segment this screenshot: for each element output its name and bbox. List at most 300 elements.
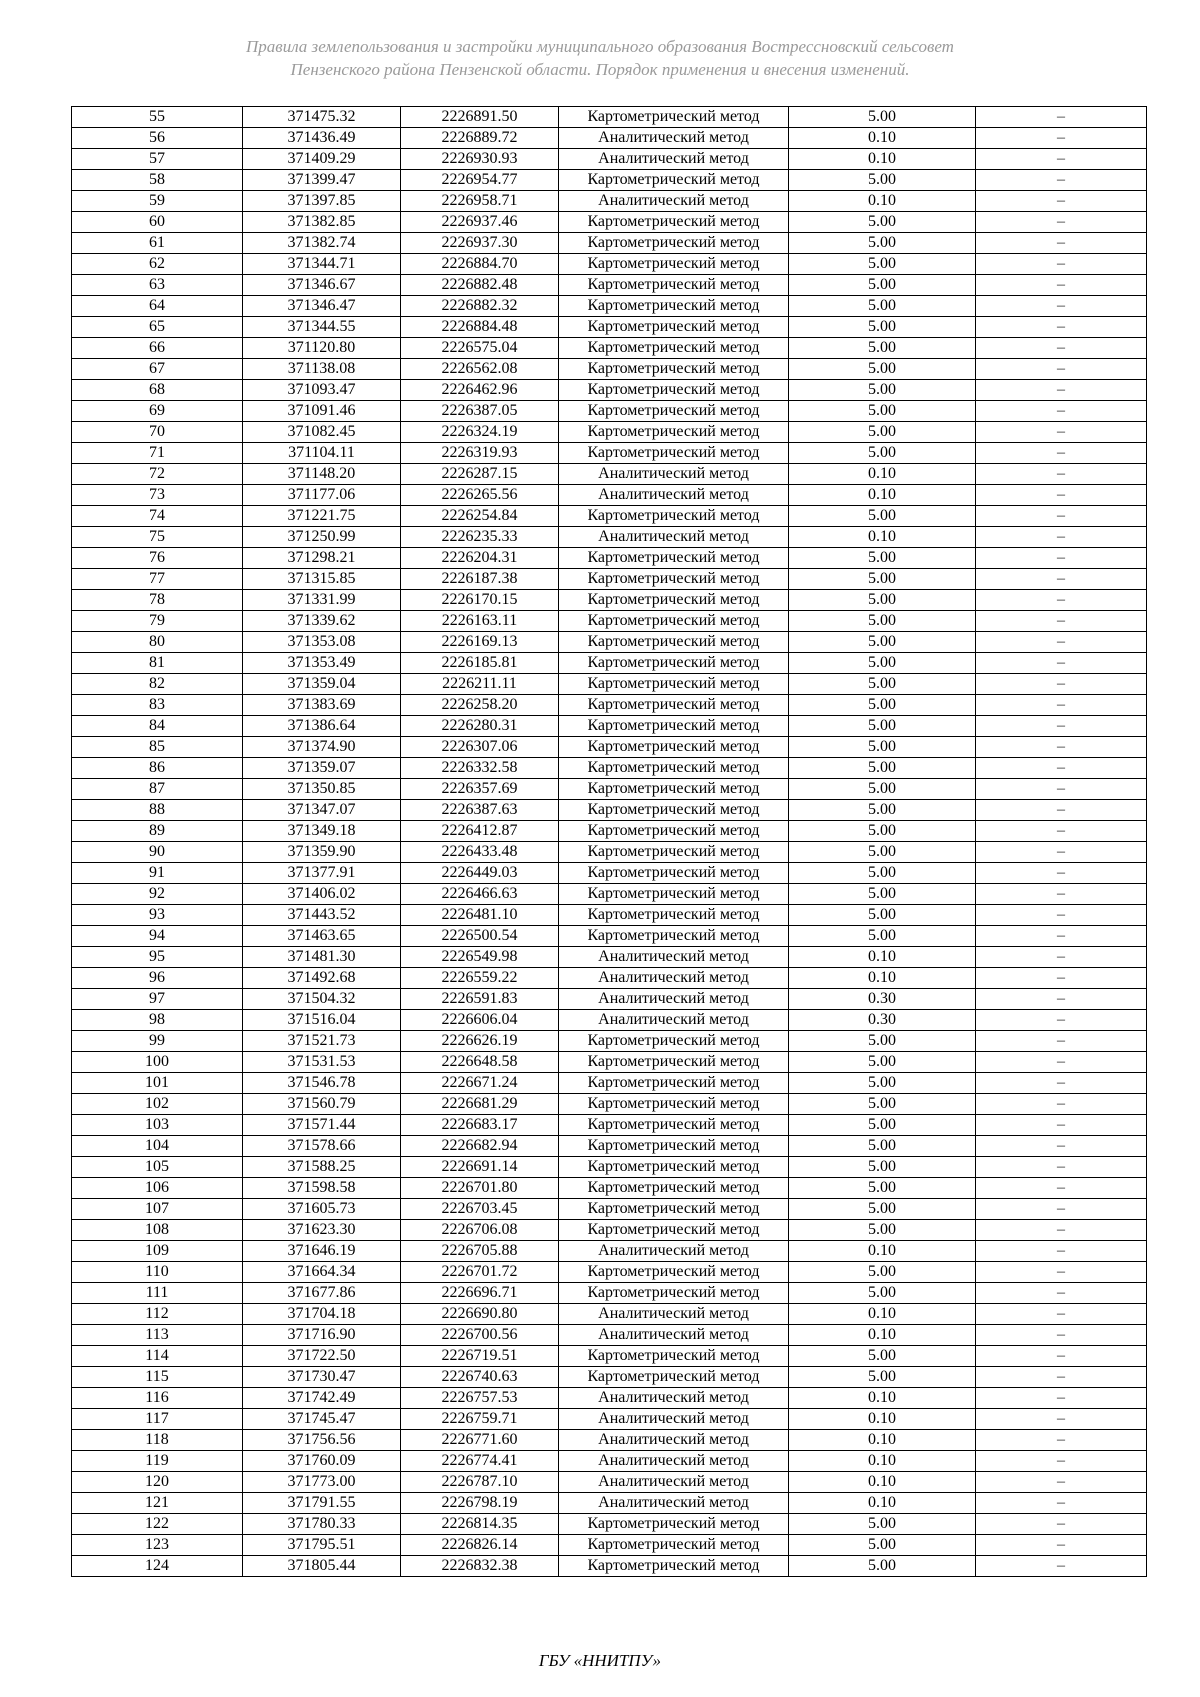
table-row xyxy=(72,1409,1147,1430)
description-cell: – xyxy=(976,191,1147,212)
point-number-cell: 61 xyxy=(72,233,243,254)
x-coordinate-cell: 371331.99 xyxy=(243,590,401,611)
table-row xyxy=(72,191,1147,212)
point-number-cell: 71 xyxy=(72,443,243,464)
description-cell: – xyxy=(976,1178,1147,1199)
point-number-cell: 124 xyxy=(72,1556,243,1577)
description-cell: – xyxy=(976,1325,1147,1346)
accuracy-cell: 5.00 xyxy=(789,695,976,716)
description-cell: – xyxy=(976,1430,1147,1451)
method-cell: Картометрический метод xyxy=(559,170,789,191)
point-number-cell: 112 xyxy=(72,1304,243,1325)
table-row xyxy=(72,632,1147,653)
point-number-cell: 103 xyxy=(72,1115,243,1136)
description-cell: – xyxy=(976,275,1147,296)
accuracy-cell: 5.00 xyxy=(789,233,976,254)
x-coordinate-cell: 371409.29 xyxy=(243,149,401,170)
method-cell: Картометрический метод xyxy=(559,674,789,695)
point-number-cell: 82 xyxy=(72,674,243,695)
point-number-cell: 111 xyxy=(72,1283,243,1304)
description-cell: – xyxy=(976,1388,1147,1409)
coordinates-table-body xyxy=(72,107,1147,1577)
y-coordinate-cell: 2226449.03 xyxy=(401,863,559,884)
description-cell: – xyxy=(976,905,1147,926)
description-cell: – xyxy=(976,296,1147,317)
method-cell: Картометрический метод xyxy=(559,611,789,632)
point-number-cell: 64 xyxy=(72,296,243,317)
y-coordinate-cell: 2226412.87 xyxy=(401,821,559,842)
point-number-cell: 84 xyxy=(72,716,243,737)
point-number-cell: 66 xyxy=(72,338,243,359)
table-row xyxy=(72,296,1147,317)
table-row xyxy=(72,1052,1147,1073)
x-coordinate-cell: 371359.07 xyxy=(243,758,401,779)
x-coordinate-cell: 371504.32 xyxy=(243,989,401,1010)
point-number-cell: 57 xyxy=(72,149,243,170)
point-number-cell: 119 xyxy=(72,1451,243,1472)
description-cell: – xyxy=(976,548,1147,569)
method-cell: Картометрический метод xyxy=(559,1535,789,1556)
x-coordinate-cell: 371795.51 xyxy=(243,1535,401,1556)
y-coordinate-cell: 2226706.08 xyxy=(401,1220,559,1241)
accuracy-cell: 5.00 xyxy=(789,1052,976,1073)
y-coordinate-cell: 2226626.19 xyxy=(401,1031,559,1052)
accuracy-cell: 0.10 xyxy=(789,1304,976,1325)
point-number-cell: 117 xyxy=(72,1409,243,1430)
accuracy-cell: 5.00 xyxy=(789,338,976,359)
x-coordinate-cell: 371346.67 xyxy=(243,275,401,296)
y-coordinate-cell: 2226387.05 xyxy=(401,401,559,422)
y-coordinate-cell: 2226683.17 xyxy=(401,1115,559,1136)
table-row xyxy=(72,212,1147,233)
accuracy-cell: 5.00 xyxy=(789,359,976,380)
y-coordinate-cell: 2226740.63 xyxy=(401,1367,559,1388)
accuracy-cell: 5.00 xyxy=(789,1157,976,1178)
method-cell: Аналитический метод xyxy=(559,527,789,548)
accuracy-cell: 5.00 xyxy=(789,821,976,842)
description-cell: – xyxy=(976,968,1147,989)
y-coordinate-cell: 2226211.11 xyxy=(401,674,559,695)
table-row xyxy=(72,1472,1147,1493)
method-cell: Картометрический метод xyxy=(559,1346,789,1367)
table-row xyxy=(72,1073,1147,1094)
method-cell: Аналитический метод xyxy=(559,1388,789,1409)
x-coordinate-cell: 371546.78 xyxy=(243,1073,401,1094)
y-coordinate-cell: 2226466.63 xyxy=(401,884,559,905)
point-number-cell: 65 xyxy=(72,317,243,338)
y-coordinate-cell: 2226280.31 xyxy=(401,716,559,737)
method-cell: Аналитический метод xyxy=(559,128,789,149)
accuracy-cell: 0.10 xyxy=(789,1451,976,1472)
accuracy-cell: 5.00 xyxy=(789,1199,976,1220)
method-cell: Аналитический метод xyxy=(559,191,789,212)
table-row xyxy=(72,401,1147,422)
point-number-cell: 110 xyxy=(72,1262,243,1283)
table-row xyxy=(72,1115,1147,1136)
y-coordinate-cell: 2226287.15 xyxy=(401,464,559,485)
description-cell: – xyxy=(976,1493,1147,1514)
method-cell: Картометрический метод xyxy=(559,296,789,317)
description-cell: – xyxy=(976,1304,1147,1325)
x-coordinate-cell: 371315.85 xyxy=(243,569,401,590)
method-cell: Картометрический метод xyxy=(559,716,789,737)
x-coordinate-cell: 371377.91 xyxy=(243,863,401,884)
description-cell: – xyxy=(976,1283,1147,1304)
description-cell: – xyxy=(976,1220,1147,1241)
table-row xyxy=(72,527,1147,548)
x-coordinate-cell: 371475.32 xyxy=(243,107,401,128)
table-row xyxy=(72,926,1147,947)
point-number-cell: 73 xyxy=(72,485,243,506)
accuracy-cell: 0.10 xyxy=(789,1241,976,1262)
y-coordinate-cell: 2226884.70 xyxy=(401,254,559,275)
x-coordinate-cell: 371104.11 xyxy=(243,443,401,464)
accuracy-cell: 5.00 xyxy=(789,317,976,338)
point-number-cell: 83 xyxy=(72,695,243,716)
description-cell: – xyxy=(976,1052,1147,1073)
description-cell: – xyxy=(976,611,1147,632)
description-cell: – xyxy=(976,1115,1147,1136)
accuracy-cell: 0.10 xyxy=(789,1472,976,1493)
method-cell: Аналитический метод xyxy=(559,947,789,968)
accuracy-cell: 5.00 xyxy=(789,590,976,611)
y-coordinate-cell: 2226832.38 xyxy=(401,1556,559,1577)
x-coordinate-cell: 371120.80 xyxy=(243,338,401,359)
point-number-cell: 67 xyxy=(72,359,243,380)
x-coordinate-cell: 371745.47 xyxy=(243,1409,401,1430)
point-number-cell: 108 xyxy=(72,1220,243,1241)
method-cell: Аналитический метод xyxy=(559,1451,789,1472)
point-number-cell: 122 xyxy=(72,1514,243,1535)
x-coordinate-cell: 371730.47 xyxy=(243,1367,401,1388)
table-row xyxy=(72,1157,1147,1178)
method-cell: Картометрический метод xyxy=(559,1157,789,1178)
y-coordinate-cell: 2226265.56 xyxy=(401,485,559,506)
y-coordinate-cell: 2226691.14 xyxy=(401,1157,559,1178)
method-cell: Картометрический метод xyxy=(559,1052,789,1073)
table-row xyxy=(72,1199,1147,1220)
table-row xyxy=(72,758,1147,779)
point-number-cell: 102 xyxy=(72,1094,243,1115)
table-row xyxy=(72,653,1147,674)
point-number-cell: 68 xyxy=(72,380,243,401)
method-cell: Картометрический метод xyxy=(559,1115,789,1136)
accuracy-cell: 5.00 xyxy=(789,275,976,296)
accuracy-cell: 5.00 xyxy=(789,296,976,317)
point-number-cell: 76 xyxy=(72,548,243,569)
description-cell: – xyxy=(976,170,1147,191)
method-cell: Картометрический метод xyxy=(559,401,789,422)
description-cell: – xyxy=(976,674,1147,695)
y-coordinate-cell: 2226204.31 xyxy=(401,548,559,569)
method-cell: Картометрический метод xyxy=(559,590,789,611)
accuracy-cell: 5.00 xyxy=(789,1346,976,1367)
point-number-cell: 118 xyxy=(72,1430,243,1451)
table-row xyxy=(72,1031,1147,1052)
x-coordinate-cell: 371578.66 xyxy=(243,1136,401,1157)
point-number-cell: 90 xyxy=(72,842,243,863)
point-number-cell: 99 xyxy=(72,1031,243,1052)
accuracy-cell: 5.00 xyxy=(789,380,976,401)
accuracy-cell: 5.00 xyxy=(789,548,976,569)
y-coordinate-cell: 2226882.48 xyxy=(401,275,559,296)
method-cell: Картометрический метод xyxy=(559,632,789,653)
accuracy-cell: 0.10 xyxy=(789,191,976,212)
description-cell: – xyxy=(976,506,1147,527)
x-coordinate-cell: 371349.18 xyxy=(243,821,401,842)
x-coordinate-cell: 371221.75 xyxy=(243,506,401,527)
table-row xyxy=(72,821,1147,842)
description-cell: – xyxy=(976,1556,1147,1577)
accuracy-cell: 5.00 xyxy=(789,611,976,632)
accuracy-cell: 5.00 xyxy=(789,800,976,821)
accuracy-cell: 0.30 xyxy=(789,989,976,1010)
accuracy-cell: 5.00 xyxy=(789,1136,976,1157)
description-cell: – xyxy=(976,1451,1147,1472)
y-coordinate-cell: 2226170.15 xyxy=(401,590,559,611)
accuracy-cell: 5.00 xyxy=(789,107,976,128)
description-cell: – xyxy=(976,338,1147,359)
method-cell: Аналитический метод xyxy=(559,1493,789,1514)
x-coordinate-cell: 371344.55 xyxy=(243,317,401,338)
accuracy-cell: 5.00 xyxy=(789,1556,976,1577)
x-coordinate-cell: 371481.30 xyxy=(243,947,401,968)
accuracy-cell: 5.00 xyxy=(789,401,976,422)
accuracy-cell: 5.00 xyxy=(789,170,976,191)
y-coordinate-cell: 2226481.10 xyxy=(401,905,559,926)
accuracy-cell: 5.00 xyxy=(789,254,976,275)
description-cell: – xyxy=(976,422,1147,443)
method-cell: Картометрический метод xyxy=(559,569,789,590)
x-coordinate-cell: 371677.86 xyxy=(243,1283,401,1304)
point-number-cell: 56 xyxy=(72,128,243,149)
table-row xyxy=(72,737,1147,758)
x-coordinate-cell: 371571.44 xyxy=(243,1115,401,1136)
y-coordinate-cell: 2226889.72 xyxy=(401,128,559,149)
x-coordinate-cell: 371350.85 xyxy=(243,779,401,800)
method-cell: Картометрический метод xyxy=(559,1367,789,1388)
table-row xyxy=(72,1241,1147,1262)
y-coordinate-cell: 2226591.83 xyxy=(401,989,559,1010)
coordinates-table xyxy=(71,106,1147,1577)
method-cell: Аналитический метод xyxy=(559,464,789,485)
page-footer: ГБУ «ННИТПУ» xyxy=(538,1651,662,1670)
table-row xyxy=(72,1556,1147,1577)
x-coordinate-cell: 371588.25 xyxy=(243,1157,401,1178)
accuracy-cell: 5.00 xyxy=(789,1115,976,1136)
table-row xyxy=(72,1430,1147,1451)
table-row xyxy=(72,506,1147,527)
table-row xyxy=(72,464,1147,485)
table-row xyxy=(72,569,1147,590)
description-cell: – xyxy=(976,1367,1147,1388)
table-row xyxy=(72,485,1147,506)
x-coordinate-cell: 371298.21 xyxy=(243,548,401,569)
y-coordinate-cell: 2226701.72 xyxy=(401,1262,559,1283)
y-coordinate-cell: 2226549.98 xyxy=(401,947,559,968)
method-cell: Картометрический метод xyxy=(559,380,789,401)
description-cell: – xyxy=(976,212,1147,233)
description-cell: – xyxy=(976,1346,1147,1367)
point-number-cell: 78 xyxy=(72,590,243,611)
method-cell: Аналитический метод xyxy=(559,1304,789,1325)
y-coordinate-cell: 2226324.19 xyxy=(401,422,559,443)
x-coordinate-cell: 371382.74 xyxy=(243,233,401,254)
description-cell: – xyxy=(976,1094,1147,1115)
point-number-cell: 115 xyxy=(72,1367,243,1388)
method-cell: Аналитический метод xyxy=(559,989,789,1010)
y-coordinate-cell: 2226500.54 xyxy=(401,926,559,947)
x-coordinate-cell: 371704.18 xyxy=(243,1304,401,1325)
description-cell: – xyxy=(976,800,1147,821)
method-cell: Картометрический метод xyxy=(559,884,789,905)
method-cell: Картометрический метод xyxy=(559,695,789,716)
y-coordinate-cell: 2226759.71 xyxy=(401,1409,559,1430)
description-cell: – xyxy=(976,254,1147,275)
y-coordinate-cell: 2226185.81 xyxy=(401,653,559,674)
x-coordinate-cell: 371383.69 xyxy=(243,695,401,716)
description-cell: – xyxy=(976,1535,1147,1556)
point-number-cell: 113 xyxy=(72,1325,243,1346)
accuracy-cell: 5.00 xyxy=(789,569,976,590)
point-number-cell: 106 xyxy=(72,1178,243,1199)
description-cell: – xyxy=(976,149,1147,170)
table-row xyxy=(72,1262,1147,1283)
accuracy-cell: 5.00 xyxy=(789,443,976,464)
accuracy-cell: 5.00 xyxy=(789,1283,976,1304)
y-coordinate-cell: 2226884.48 xyxy=(401,317,559,338)
description-cell: – xyxy=(976,317,1147,338)
table-row xyxy=(72,1451,1147,1472)
x-coordinate-cell: 371443.52 xyxy=(243,905,401,926)
x-coordinate-cell: 371374.90 xyxy=(243,737,401,758)
y-coordinate-cell: 2226937.30 xyxy=(401,233,559,254)
x-coordinate-cell: 371516.04 xyxy=(243,1010,401,1031)
header-line-2: Пензенского района Пензенской области. Порядок применения и внесения изменений. xyxy=(290,60,910,79)
table-row xyxy=(72,380,1147,401)
y-coordinate-cell: 2226258.20 xyxy=(401,695,559,716)
description-cell: – xyxy=(976,1262,1147,1283)
accuracy-cell: 5.00 xyxy=(789,716,976,737)
table-row xyxy=(72,1220,1147,1241)
accuracy-cell: 5.00 xyxy=(789,653,976,674)
table-row xyxy=(72,1493,1147,1514)
point-number-cell: 104 xyxy=(72,1136,243,1157)
method-cell: Картометрический метод xyxy=(559,1178,789,1199)
table-row xyxy=(72,947,1147,968)
accuracy-cell: 0.10 xyxy=(789,527,976,548)
description-cell: – xyxy=(976,1514,1147,1535)
table-row xyxy=(72,548,1147,569)
x-coordinate-cell: 371250.99 xyxy=(243,527,401,548)
y-coordinate-cell: 2226930.93 xyxy=(401,149,559,170)
x-coordinate-cell: 371353.08 xyxy=(243,632,401,653)
y-coordinate-cell: 2226387.63 xyxy=(401,800,559,821)
method-cell: Аналитический метод xyxy=(559,1010,789,1031)
point-number-cell: 60 xyxy=(72,212,243,233)
y-coordinate-cell: 2226187.38 xyxy=(401,569,559,590)
accuracy-cell: 5.00 xyxy=(789,1178,976,1199)
table-row xyxy=(72,443,1147,464)
page-header xyxy=(0,35,1200,81)
x-coordinate-cell: 371093.47 xyxy=(243,380,401,401)
x-coordinate-cell: 371664.34 xyxy=(243,1262,401,1283)
x-coordinate-cell: 371760.09 xyxy=(243,1451,401,1472)
point-number-cell: 120 xyxy=(72,1472,243,1493)
y-coordinate-cell: 2226757.53 xyxy=(401,1388,559,1409)
point-number-cell: 116 xyxy=(72,1388,243,1409)
method-cell: Аналитический метод xyxy=(559,1241,789,1262)
x-coordinate-cell: 371773.00 xyxy=(243,1472,401,1493)
x-coordinate-cell: 371722.50 xyxy=(243,1346,401,1367)
x-coordinate-cell: 371463.65 xyxy=(243,926,401,947)
description-cell: – xyxy=(976,653,1147,674)
method-cell: Картометрический метод xyxy=(559,1556,789,1577)
table-row xyxy=(72,170,1147,191)
table-row xyxy=(72,611,1147,632)
method-cell: Картометрический метод xyxy=(559,107,789,128)
description-cell: – xyxy=(976,863,1147,884)
x-coordinate-cell: 371756.56 xyxy=(243,1430,401,1451)
point-number-cell: 62 xyxy=(72,254,243,275)
accuracy-cell: 5.00 xyxy=(789,506,976,527)
x-coordinate-cell: 371386.64 xyxy=(243,716,401,737)
description-cell: – xyxy=(976,569,1147,590)
x-coordinate-cell: 371344.71 xyxy=(243,254,401,275)
point-number-cell: 89 xyxy=(72,821,243,842)
y-coordinate-cell: 2226701.80 xyxy=(401,1178,559,1199)
description-cell: – xyxy=(976,1409,1147,1430)
accuracy-cell: 0.10 xyxy=(789,149,976,170)
accuracy-cell: 5.00 xyxy=(789,1073,976,1094)
table-row xyxy=(72,863,1147,884)
y-coordinate-cell: 2226958.71 xyxy=(401,191,559,212)
method-cell: Картометрический метод xyxy=(559,1073,789,1094)
x-coordinate-cell: 371531.53 xyxy=(243,1052,401,1073)
description-cell: – xyxy=(976,485,1147,506)
y-coordinate-cell: 2226682.94 xyxy=(401,1136,559,1157)
method-cell: Картометрический метод xyxy=(559,1136,789,1157)
table-row xyxy=(72,338,1147,359)
method-cell: Картометрический метод xyxy=(559,737,789,758)
method-cell: Картометрический метод xyxy=(559,1199,789,1220)
y-coordinate-cell: 2226169.13 xyxy=(401,632,559,653)
accuracy-cell: 5.00 xyxy=(789,632,976,653)
accuracy-cell: 0.10 xyxy=(789,947,976,968)
method-cell: Картометрический метод xyxy=(559,254,789,275)
method-cell: Картометрический метод xyxy=(559,1220,789,1241)
method-cell: Картометрический метод xyxy=(559,863,789,884)
method-cell: Картометрический метод xyxy=(559,275,789,296)
y-coordinate-cell: 2226681.29 xyxy=(401,1094,559,1115)
point-number-cell: 74 xyxy=(72,506,243,527)
description-cell: – xyxy=(976,1472,1147,1493)
description-cell: – xyxy=(976,590,1147,611)
table-row xyxy=(72,1178,1147,1199)
table-row xyxy=(72,989,1147,1010)
x-coordinate-cell: 371082.45 xyxy=(243,422,401,443)
accuracy-cell: 5.00 xyxy=(789,674,976,695)
point-number-cell: 77 xyxy=(72,569,243,590)
accuracy-cell: 5.00 xyxy=(789,1535,976,1556)
description-cell: – xyxy=(976,842,1147,863)
method-cell: Картометрический метод xyxy=(559,1283,789,1304)
method-cell: Картометрический метод xyxy=(559,548,789,569)
x-coordinate-cell: 371359.04 xyxy=(243,674,401,695)
point-number-cell: 58 xyxy=(72,170,243,191)
description-cell: – xyxy=(976,1031,1147,1052)
point-number-cell: 80 xyxy=(72,632,243,653)
